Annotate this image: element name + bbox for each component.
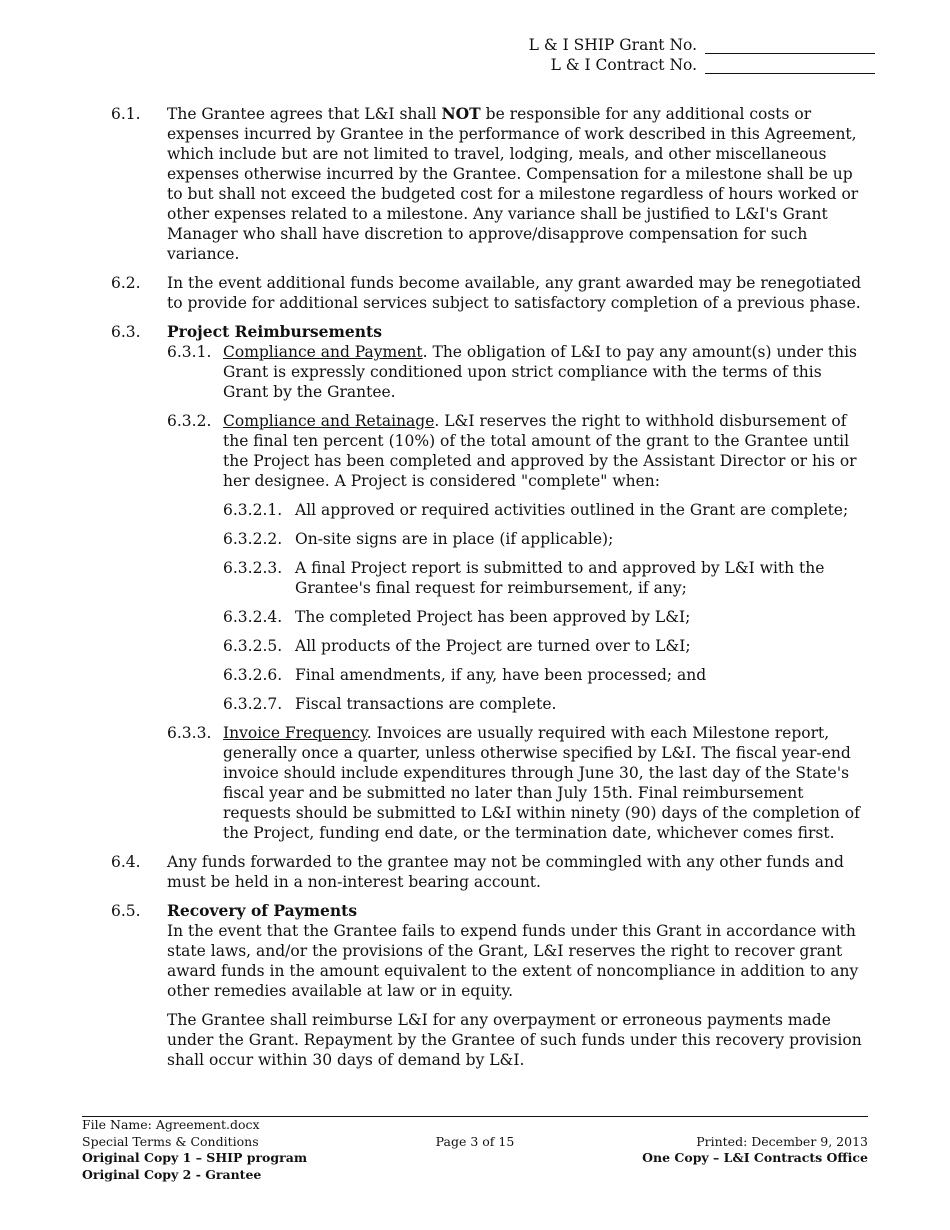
footer-file-name: File Name: Agreement.docx [82,1117,260,1132]
subsection-number: 6.3.2. [167,412,212,430]
list-item-number: 6.3.2.7. [223,695,283,713]
footer-special-terms: Special Terms & Conditions [82,1133,259,1149]
section-6-2 [111,273,871,313]
section-number: 6.5. [111,902,141,920]
subsection-text: . The obligation of L&I to pay any amount(s) under this Grant is expressly conditioned upon strict compliance with the terms of this Grant by the Grantee. [223,343,857,401]
section-title: Project Reimbursements [167,322,382,341]
list-item-number: 6.3.2.6. [223,666,283,684]
footer-printed-date: Printed: December 9, 2013 [696,1133,868,1149]
list-item-text: All products of the Project are turned over to L&I; [295,637,691,655]
list-item [223,636,871,656]
paragraph: The Grantee shall reimburse L&I for any overpayment or erroneous payments made under the Grant. Repayment by the Grantee of such funds under this recovery provision shall occur within 30 days of demand by L&I. [167,1011,862,1069]
document-footer [82,1116,868,1183]
subsection-6-3-3 [167,723,871,843]
contract-number-label: L & I Contract No. [550,56,697,74]
section-text-cont: be responsible for any additional costs or expenses incurred by Grantee in the performance of work described in this Agreement, which include but are not limited to travel, lodging, meals, and other miscellaneous expenses otherwise incurred by the Grantee. Compensation for a milestone shall be up to but shall not exceed the budgeted cost for a milestone regardless of hours worked or other expenses related to a milestone. Any variance shall be justified to L&I's Grant Manager who shall have discretion to approve/disapprove compensation for such variance. [167,105,859,263]
list-item-text: The completed Project has been approved by L&I; [295,608,691,626]
list-item [223,694,871,714]
list-item [223,529,871,549]
subsection-heading: Compliance and Retainage [223,412,435,430]
section-text: The Grantee agrees that L&I shall [167,105,442,123]
section-text: Any funds forwarded to the grantee may not be commingled with any other funds and must be held in a non-interest bearing account. [167,853,844,891]
section-6-3 [111,322,871,843]
subsection-text: . Invoices are usually required with each Milestone report, generally once a quarter, unless otherwise specified by L&I. The fiscal year-end invoice should include expenditures through June 30, the last day of the State's fiscal year and be submitted no later than July 15th. Final reimbursement requests should be submitted to L&I within ninety (90) days of the completion of the Project, funding end date, or the termination date, whichever comes first. [223,724,860,842]
list-item [223,665,871,685]
list-item-number: 6.3.2.5. [223,637,283,655]
section-6-5 [111,901,871,1070]
section-text-emphasis: NOT [441,104,481,123]
list-item-number: 6.3.2.1. [223,501,283,519]
contract-number-row [515,54,875,74]
subsection-6-3-2 [167,411,871,714]
list-item [223,558,871,598]
list-item-text: On-site signs are in place (if applicable); [295,530,614,548]
subsection-heading: Compliance and Payment [223,343,423,361]
list-item [223,607,871,627]
list-item-number: 6.3.2.3. [223,559,283,577]
subsection-number: 6.3.3. [167,724,212,742]
section-number: 6.2. [111,274,141,292]
section-number: 6.1. [111,105,141,123]
subsection-number: 6.3.1. [167,343,212,361]
list-item-text: All approved or required activities outlined in the Grant are complete; [295,501,849,519]
list-item-text: Final amendments, if any, have been processed; and [295,666,707,684]
subsection-6-3-1 [167,342,871,402]
document-header [515,34,875,74]
list-item-number: 6.3.2.2. [223,530,283,548]
grant-number-row [515,34,875,54]
section-6-1 [111,104,871,264]
section-number: 6.4. [111,853,141,871]
grant-number-label: L & I SHIP Grant No. [528,36,697,54]
subsection-heading: Invoice Frequency [223,724,367,742]
footer-row [82,1150,868,1167]
list-item-number: 6.3.2.4. [223,608,283,626]
footer-row [82,1134,868,1151]
section-title: Recovery of Payments [167,901,358,920]
document-body [111,104,871,1079]
subsection-text: . L&I reserves the right to withhold disbursement of the final ten percent (10%) of the total amount of the grant to the Grantee until the Project has been completed and approved by the Assistant Director or his or her designee. A Project is considered "complete" when: [223,412,857,490]
footer-copy-office: One Copy – L&I Contracts Office [642,1150,868,1165]
section-text: In the event additional funds become available, any grant awarded may be renegotiated to provide for additional services subject to satisfactory completion of a previous phase. [167,274,862,312]
list-item-text: Fiscal transactions are complete. [295,695,557,713]
footer-page-number: Page 3 of 15 [435,1133,515,1149]
contract-number-blank [705,57,875,74]
grant-number-blank [705,37,875,54]
list-item-text: A final Project report is submitted to and approved by L&I with the Grantee's final request for reimbursement, if any; [295,559,825,597]
footer-copy-2: Original Copy 2 - Grantee [82,1166,262,1182]
footer-row [82,1117,868,1134]
list-item [223,500,871,520]
section-number: 6.3. [111,323,141,341]
paragraph: In the event that the Grantee fails to expend funds under this Grant in accordance with state laws, and/or the provisions of the Grant, L&I reserves the right to recover grant award funds in the amount equivalent to the extent of noncompliance in addition to any other remedies available at law or in equity. [167,922,859,1000]
footer-row [82,1167,868,1184]
footer-copy-1: Original Copy 1 – SHIP program [82,1150,308,1165]
section-6-4 [111,852,871,892]
